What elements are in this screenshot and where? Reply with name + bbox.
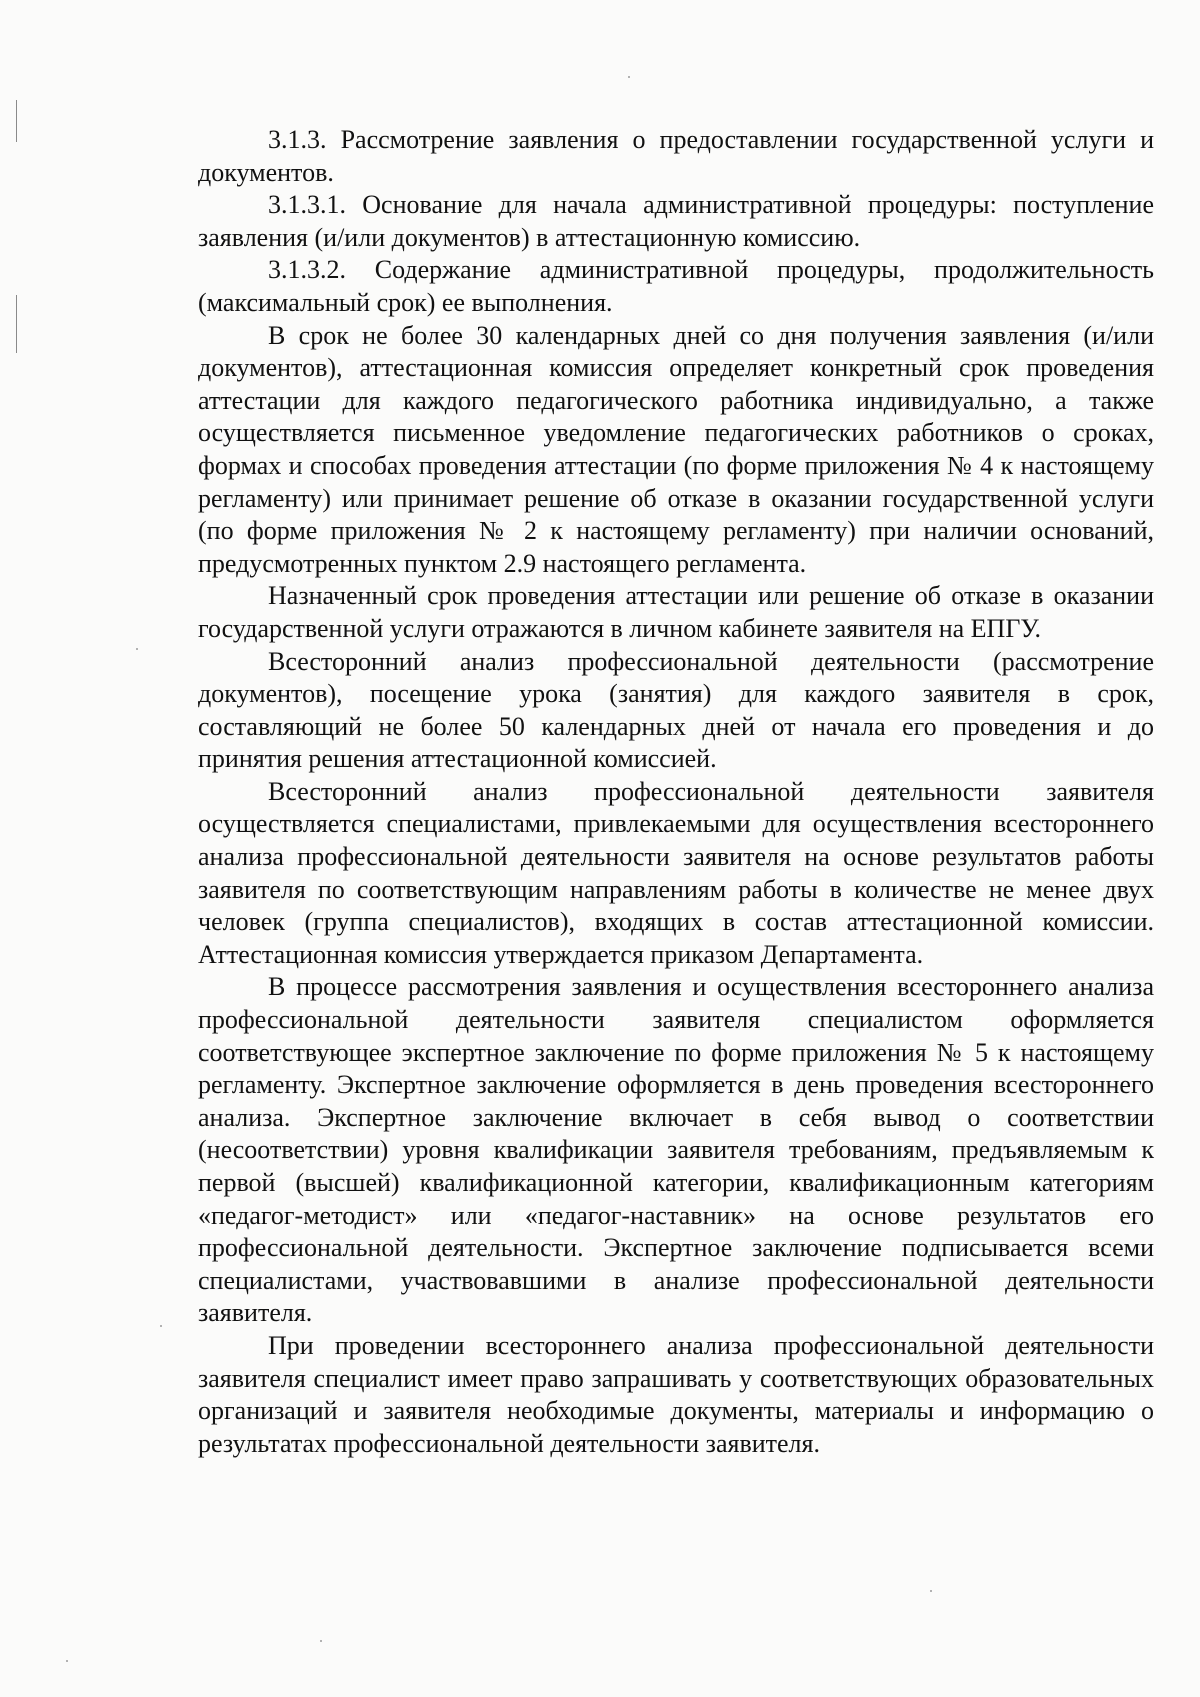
paragraph-specialist-rights: При проведении всестороннего анализа профессиональной деятельности заявителя специалист имеет право запрашивать у соответствующих образовательных организаций и заявителя необходимые документы, материалы и информацию о результатах профессиональной деятельности заявителя.	[198, 1330, 1154, 1458]
paragraph-deadline-30-days: В срок не более 30 календарных дней со дня получения заявления (и/или документов), аттестационная комиссия определяет конкретный срок проведения аттестации для каждого педагогического работника индивидуально, а также осуществляется письменное уведомление педагогических работников о сроках, формах и способах проведения аттестации (по форме приложения № 4 к настоящему регламенту) или принимает решение об отказе в оказании государственной услуги (по форме приложения № 2 к настоящему регламенту) при наличии оснований, предусмотренных пунктом 2.9 настоящего регламента.	[198, 320, 1154, 578]
paragraph-specialists-group: Всесторонний анализ профессиональной деятельности заявителя осуществляется специалистами, привлекаемыми для осуществления всестороннего анализа профессиональной деятельности заявителя на основе результатов работы заявителя по соответствующим направлениям работы в количестве не менее двух человек (группа специалистов), входящих в состав аттестационной комиссии. Аттестационная комиссия утверждается приказом Департамента.	[198, 776, 1154, 969]
scan-margin-line-top	[16, 100, 17, 142]
paragraph-expert-conclusion: В процессе рассмотрения заявления и осуществления всестороннего анализа профессиональной деятельности заявителя специалистом оформляется соответствующее экспертное заключение по форме приложения № 5 к настоящему регламенту. Экспертное заключение оформляется в день проведения всестороннего анализа. Экспертное заключение включает в себя вывод о соответствии (несоответствии) уровня квалификации заявителя требованиям, предъявляемым к первой (высшей) квалификационной категории, квалификационным категориям «педагог-методист» или «педагог-наставник» на основе результатов его профессиональной деятельности. Экспертное заключение подписывается всеми специалистами, участвовавшими в анализе профессиональной деятельности заявителя.	[198, 972, 1154, 1328]
scan-dot	[160, 1325, 162, 1327]
scan-margin-line-bottom	[16, 295, 17, 353]
paragraph-section-3-1-3-2: 3.1.3.2. Содержание административной процедуры, продолжительность (максимальный срок) ее выполнения.	[198, 255, 1154, 317]
paragraph-section-3-1-3-1: 3.1.3.1. Основание для начала административной процедуры: поступление заявления (и/или документов) в аттестационную комиссию.	[198, 190, 1154, 252]
document-body	[198, 124, 1154, 1460]
scan-dot	[136, 648, 138, 650]
scan-dot	[66, 1660, 68, 1662]
scan-dot	[628, 76, 630, 78]
paragraph-section-3-1-3: 3.1.3. Рассмотрение заявления о предоставлении государственной услуги и документов.	[198, 125, 1154, 187]
paragraph-assigned-date: Назначенный срок проведения аттестации или решение об отказе в оказании государственной услуги отражаются в личном кабинете заявителя на ЕПГУ.	[198, 581, 1154, 643]
scan-dot	[320, 1640, 322, 1642]
scan-dot	[930, 1590, 932, 1592]
paragraph-comprehensive-analysis-term: Всесторонний анализ профессиональной деятельности (рассмотрение документов), посещение урока (занятия) для каждого заявителя в срок, составляющий не более 50 календарных дней от начала его проведения и до принятия решения аттестационной комиссией.	[198, 646, 1154, 774]
